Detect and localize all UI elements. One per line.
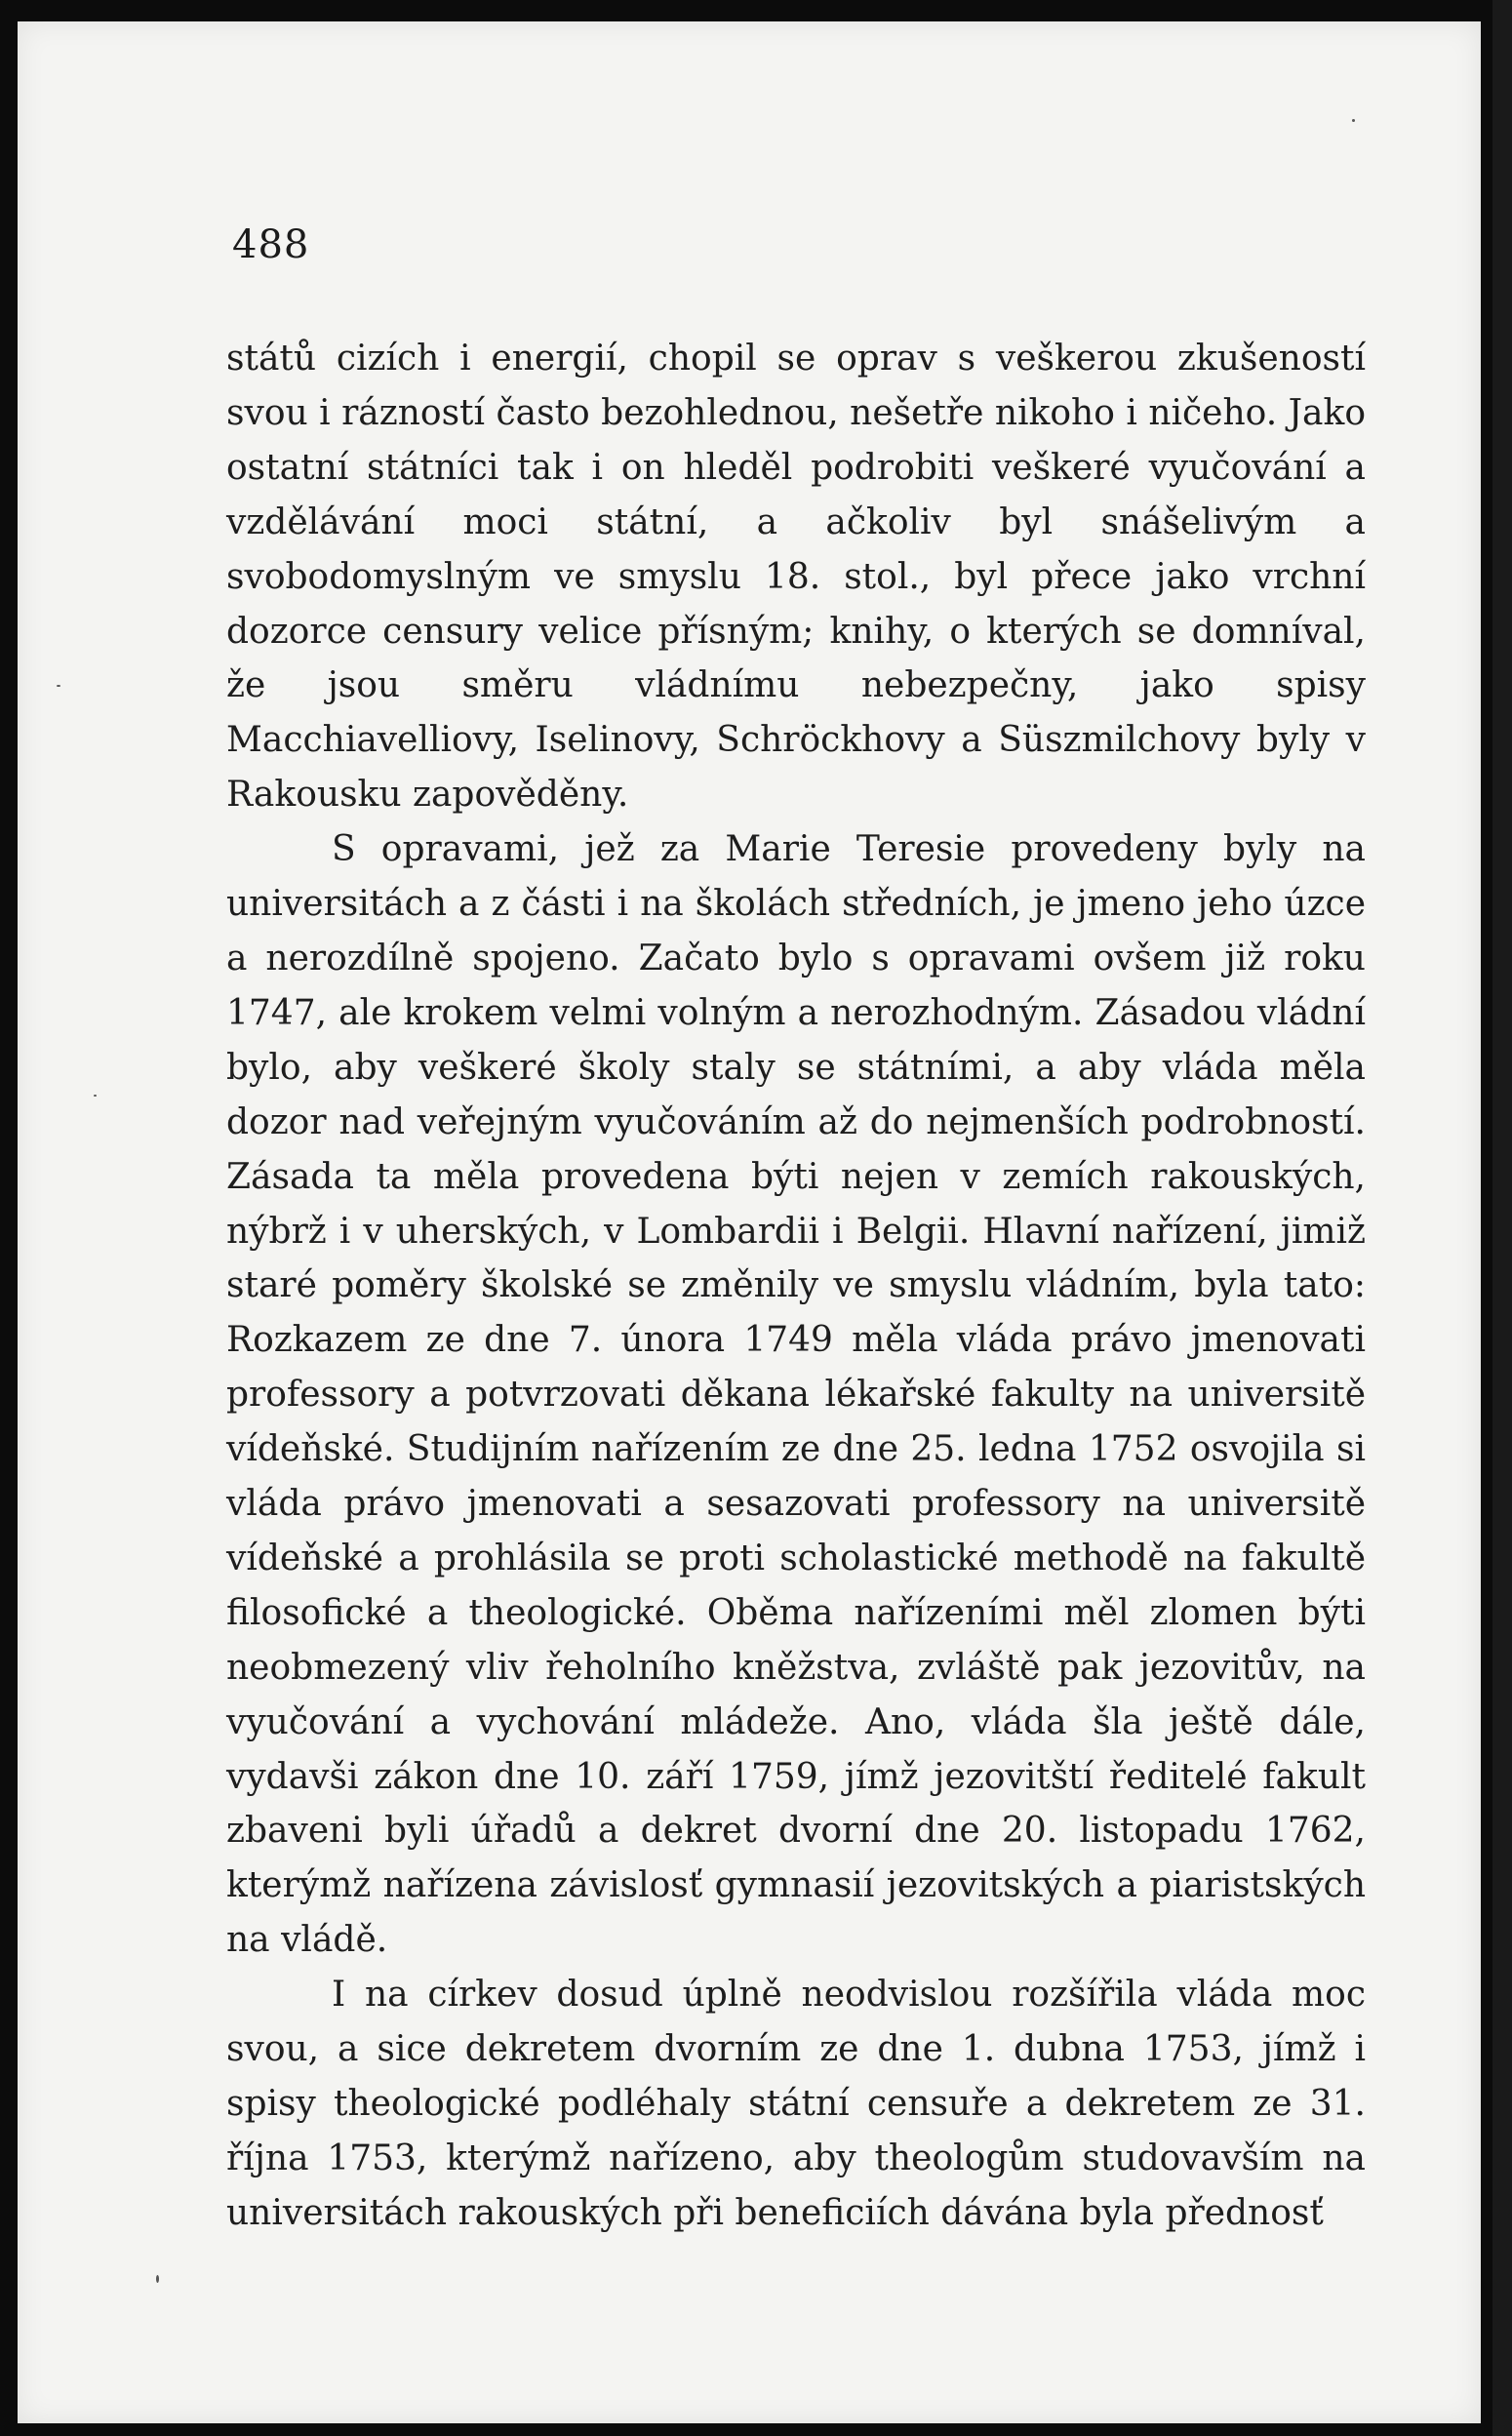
paragraph: I na církev dosud úplně neodvislou rozšířila vláda moc svou, a sice dekretem dvorním ze dne 1. dubna 1753, jímž i spisy theologické podléhaly státní censuře a dekretem ze 31. října 1753, kterýmž nařízeno, aby theologům studovavším na universitách rakouských při beneficiích dávána byla přednosť	[226, 1975, 1366, 2233]
dust-speck	[1352, 119, 1355, 122]
dust-speck	[94, 1095, 97, 1097]
dust-speck	[57, 685, 60, 687]
scan-edge	[1492, 0, 1512, 2436]
dust-speck	[156, 2275, 159, 2283]
page-number: 488	[232, 222, 310, 267]
paragraph: S opravami, jež za Marie Teresie provedeny byly na universitách a z části i na školách středních, je jmeno jeho úzce a nerozdílně spojeno. Začato bylo s opravami ovšem již roku 1747, ale krokem velmi volným a nerozhodným. Zásadou vládní bylo, aby veškeré školy staly se státními, a aby vláda měla dozor nad veřejným vyučováním až do nejmenších podrobností. Zásada ta měla provedena býti nejen v zemích rakouských, nýbrž i v uherských, v Lombardii i Belgii. Hlavní nařízení, jimiž staré poměry školské se změnily ve smyslu vládním, byla tato: Rozkazem ze dne 7. února 1749 měla vláda právo jmenovati professory a potvrzovati děkana lékařské fakulty na universitě vídeňské. Studijním nařízením ze dne 25. ledna 1752 osvojila si vláda právo jmenovati a sesazovati professory na universitě vídeňské a prohlásila se proti scholastické methodě na fakultě filosofické a theologické. Oběma nařízeními měl zlomen býti neobmezený vliv řeholního kněžstva, zvláště pak jezovitův, na vyučování a vychování mládeže. Ano, vláda šla ještě dále, vydavši zákon dne 10. září 1759, jímž jezovitští ředitelé fakult zbaveni byli úřadů a dekret dvorní dne 20. listopadu 1762, kterýmž nařízena závislosť gymnasií jezovitských a piaristských na vládě.	[226, 829, 1366, 1961]
body-text	[226, 332, 1366, 2241]
paragraph: států cizích i energií, chopil se oprav s veškerou zkušeností svou i rázností často bezohlednou, nešetře nikoho i ničeho. Jako ostatní státníci tak i on hleděl podrobiti veškeré vyučování a vzdělávání moci státní, a ačkoliv byl snášelivým a svobodomyslným ve smyslu 18. stol., byl přece jako vrchní dozorce censury velice přísným; knihy, o kterých se domníval, že jsou směru vládnímu nebezpečny, jako spisy Macchiavelliovy, Iselinovy, Schröckhovy a Süszmilchovy byly v Rakousku zapověděny.	[226, 339, 1366, 816]
